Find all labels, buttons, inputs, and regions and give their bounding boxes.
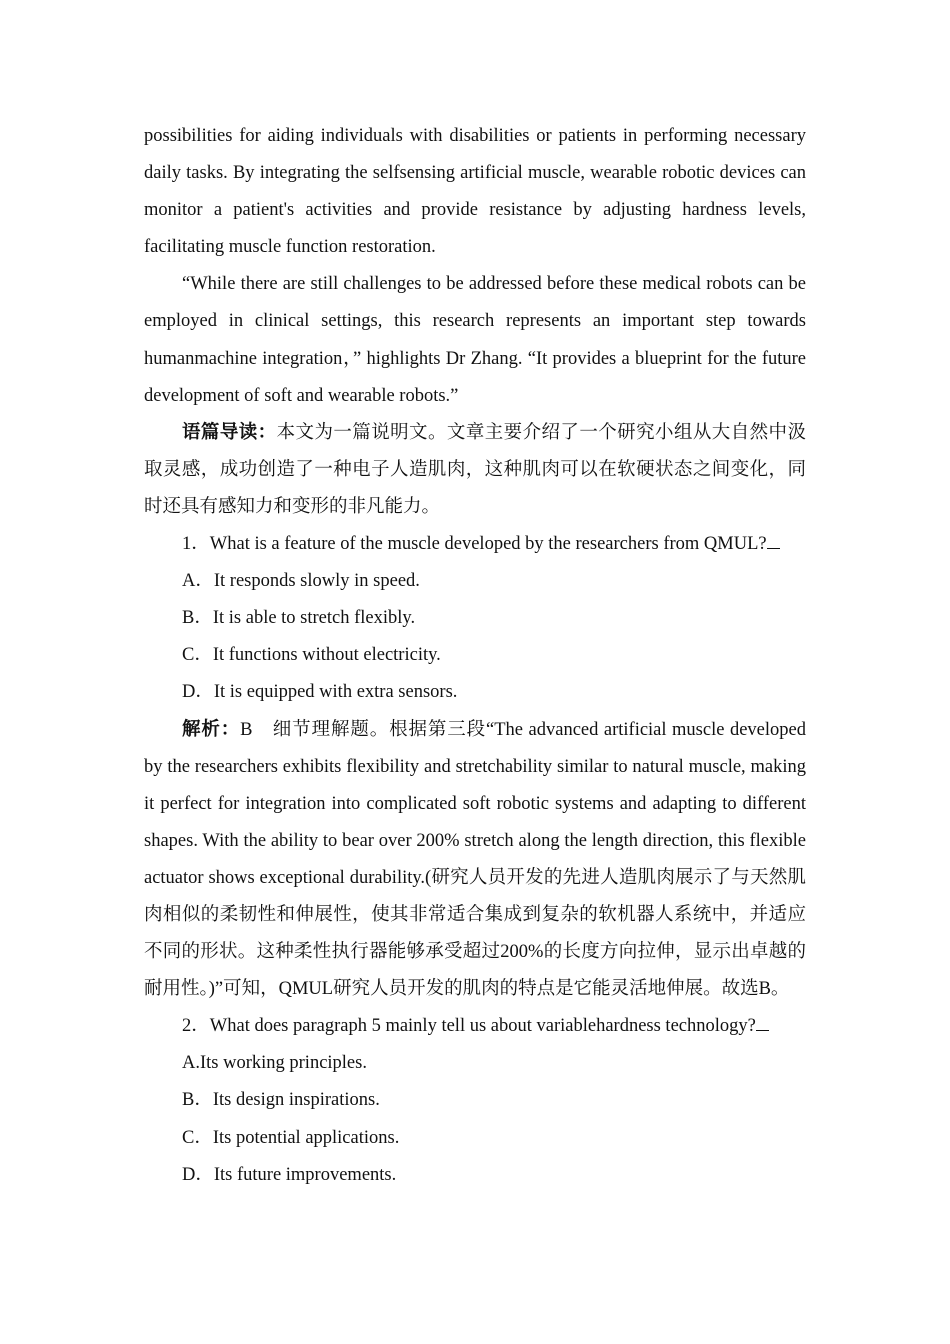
option-d: D．It is equipped with extra sensors. — [182, 682, 458, 703]
option-a: A．It responds slowly in speed. — [182, 571, 420, 592]
option-b: B．Its design inspirations. — [182, 1090, 380, 1111]
analysis-label: 解析： — [182, 719, 241, 740]
analysis-text: B 细节理解题。根据第三段“The advanced artificial muscle developed by the researchers exhibits flexibility and stretchability similar to natural muscle, making it perfect for integration into complicated soft robotic systems and adapting to different shapes. With the ability to bear over 200% stretch along the length direction, this flexible actuator shows exceptional durability.(研究人员开发的先进人造肌肉展示了与天然肌肉相似的柔韧性和伸展性，使其非常适合集成到复杂的软机器人系统中，并适应不同的形状。这种柔性执行器能够承受超过200%的长度方向拉伸，显示出卓越的耐用性。)”可知，QMUL研究人员开发的肌肉的特点是它能灵活地伸展。故选B。 — [144, 719, 806, 1000]
question-2 — [144, 1008, 806, 1045]
reading-guide — [144, 415, 806, 526]
reading-guide-label: 语篇导读： — [182, 422, 277, 443]
question-number: 2． — [182, 1016, 210, 1037]
document-body — [144, 118, 806, 1194]
question-1 — [144, 526, 806, 563]
option-c: C．It functions without electricity. — [182, 645, 441, 666]
option-d: D．Its future improvements. — [182, 1164, 397, 1185]
paragraph-quote: “While there are still challenges to be addressed before these medical robots can be employed in clinical settings, this research represents an important step towards humanmachine integration，” highlights Dr Zhang. “It provides a blueprint for the future development of soft and wearable robots.” — [144, 274, 806, 406]
analysis — [144, 712, 806, 1009]
question-number: 1． — [182, 534, 210, 555]
answer-blank[interactable] — [767, 532, 780, 549]
option-c: C．Its potential applications. — [182, 1127, 400, 1148]
question-stem: What does paragraph 5 mainly tell us about variablehardness technology? — [209, 1016, 756, 1037]
paragraph-continuation: possibilities for aiding individuals with disabilities or patients in performing necessary daily tasks. By integrating the selfsensing artificial muscle, wearable robotic devices can monitor a patient's activities and provide resistance by adjusting hardness levels, facilitating muscle function restoration. — [144, 126, 806, 258]
question-stem: What is a feature of the muscle developed by the researchers from QMUL? — [209, 534, 767, 555]
option-a: A.Its working principles. — [182, 1053, 367, 1074]
answer-blank[interactable] — [756, 1014, 769, 1031]
reading-guide-text: 本文为一篇说明文。文章主要介绍了一个研究小组从大自然中汲取灵感，成功创造了一种电子人造肌肉，这种肌肉可以在软硬状态之间变化，同时还具有感知力和变形的非凡能力。 — [144, 422, 806, 517]
option-b: B．It is able to stretch flexibly. — [182, 608, 416, 629]
